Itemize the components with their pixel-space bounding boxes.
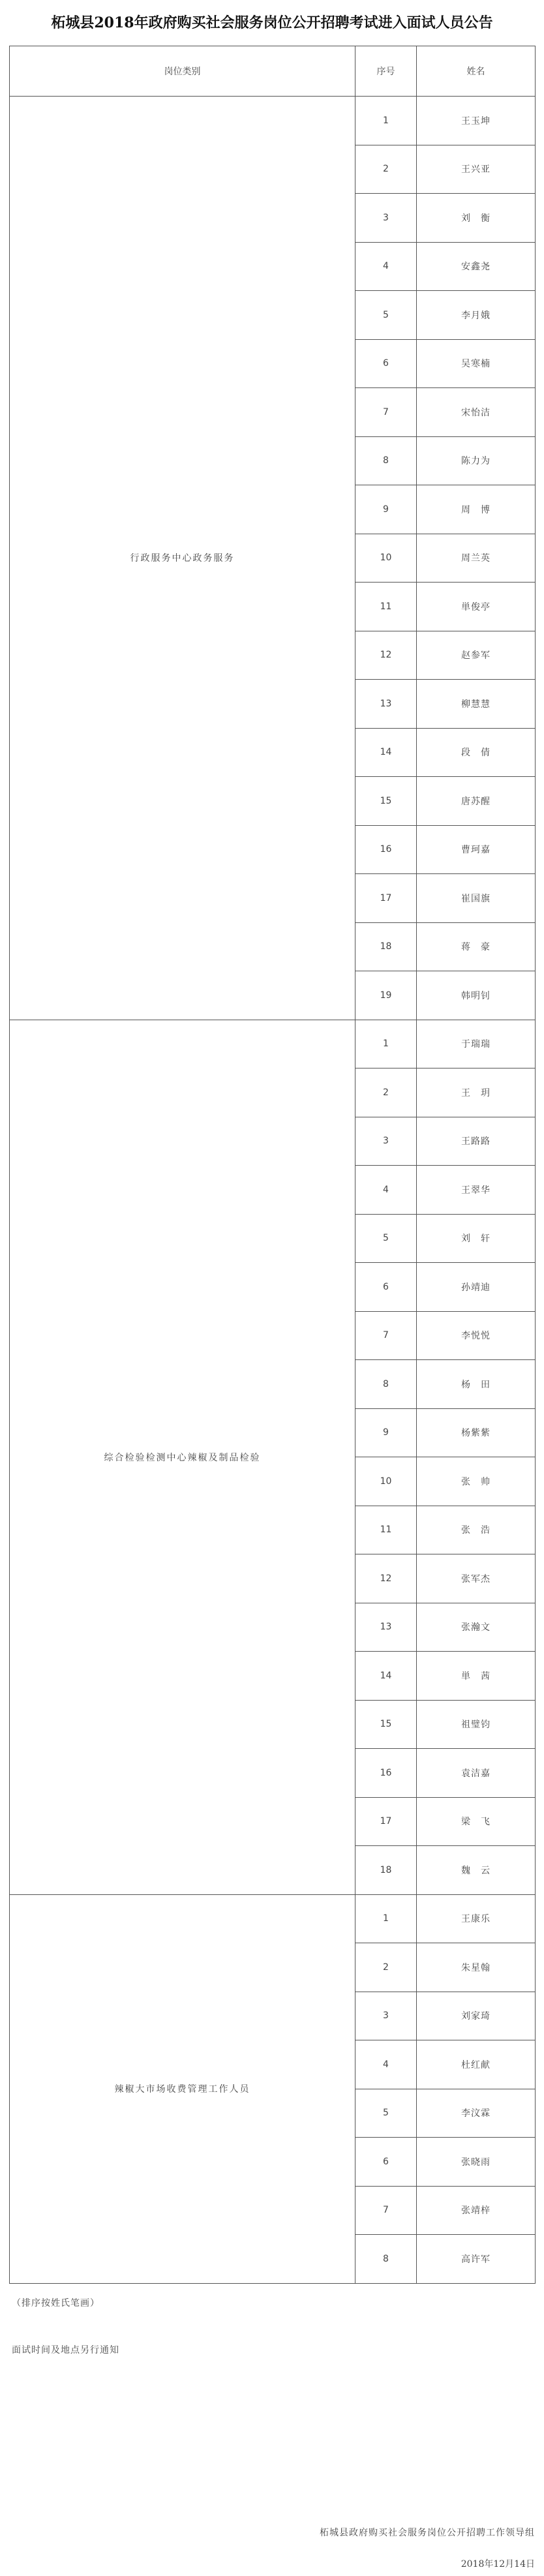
table-row (10, 1020, 536, 1068)
number-cell: 2 (355, 1943, 417, 1992)
number-cell: 15 (355, 1700, 417, 1749)
name-cell: 王路路 (417, 1117, 536, 1166)
number-cell: 18 (355, 1846, 417, 1895)
number-cell: 3 (355, 1992, 417, 2040)
name-cell: 吴寒楠 (417, 339, 536, 388)
name-cell: 赵参军 (417, 631, 536, 680)
issuing-organization: 柘城县政府购买社会服务岗位公开招聘工作领导组 (320, 2528, 535, 2538)
number-cell: 5 (355, 291, 417, 340)
number-cell: 9 (355, 485, 417, 534)
name-cell: 刘 轩 (417, 1214, 536, 1263)
number-cell: 2 (355, 1068, 417, 1117)
roster-body (10, 97, 536, 2284)
name-cell: 宋怡洁 (417, 388, 536, 437)
name-cell: 周 博 (417, 485, 536, 534)
name-cell: 杨紫紫 (417, 1408, 536, 1457)
number-cell: 10 (355, 534, 417, 583)
name-cell: 杨 田 (417, 1360, 536, 1409)
number-cell: 14 (355, 728, 417, 777)
page-title: 柘城县2018年政府购买社会服务岗位公开招聘考试进入面试人员公告 (51, 14, 493, 31)
name-cell: 杜红献 (417, 2040, 536, 2089)
number-cell: 3 (355, 194, 417, 243)
number-cell: 4 (355, 242, 417, 291)
number-cell: 12 (355, 1554, 417, 1603)
name-cell: 李汶霖 (417, 2089, 536, 2138)
name-cell: 张 帅 (417, 1457, 536, 1506)
name-cell: 崔国旗 (417, 874, 536, 923)
name-cell: 柳慧慧 (417, 680, 536, 729)
number-cell: 12 (355, 631, 417, 680)
number-cell: 5 (355, 1214, 417, 1263)
number-cell: 7 (355, 388, 417, 437)
number-cell: 13 (355, 680, 417, 729)
name-cell: 孙靖迪 (417, 1263, 536, 1312)
name-cell: 张军杰 (417, 1554, 536, 1603)
category-cell: 综合检验检测中心辣椒及制品检验 (10, 1020, 355, 1894)
name-cell: 王兴亚 (417, 145, 536, 194)
category-cell: 行政服务中心政务服务 (10, 97, 355, 1020)
name-cell: 张 浩 (417, 1506, 536, 1554)
number-cell: 5 (355, 2089, 417, 2138)
name-cell: 高许军 (417, 2235, 536, 2284)
number-cell: 6 (355, 2138, 417, 2187)
name-cell: 于瑞瑞 (417, 1020, 536, 1068)
name-cell: 祖璧钧 (417, 1700, 536, 1749)
number-cell: 10 (355, 1457, 417, 1506)
category-cell: 辣椒大市场收费管理工作人员 (10, 1894, 355, 2283)
number-cell: 17 (355, 874, 417, 923)
name-cell: 王康乐 (417, 1894, 536, 1943)
name-cell: 周兰英 (417, 534, 536, 583)
name-cell: 李月娥 (417, 291, 536, 340)
name-cell: 段 倩 (417, 728, 536, 777)
roster-table (9, 46, 536, 2284)
name-cell: 王玉坤 (417, 97, 536, 145)
name-cell: 刘 衡 (417, 194, 536, 243)
header-number: 序号 (355, 46, 417, 97)
number-cell: 8 (355, 2235, 417, 2284)
number-cell: 7 (355, 2186, 417, 2235)
number-cell: 16 (355, 825, 417, 874)
number-cell: 4 (355, 2040, 417, 2089)
name-cell: 単 茜 (417, 1652, 536, 1701)
number-cell: 11 (355, 583, 417, 631)
header-category: 岗位类别 (10, 46, 355, 97)
name-cell: 蒋 豪 (417, 922, 536, 971)
header-name: 姓名 (417, 46, 536, 97)
number-cell: 6 (355, 339, 417, 388)
header-row (10, 46, 536, 97)
name-cell: 魏 云 (417, 1846, 536, 1895)
number-cell: 18 (355, 922, 417, 971)
number-cell: 4 (355, 1166, 417, 1215)
order-note: （排序按姓氏笔画） (12, 2298, 100, 2309)
name-cell: 王 玥 (417, 1068, 536, 1117)
number-cell: 2 (355, 145, 417, 194)
number-cell: 14 (355, 1652, 417, 1701)
number-cell: 19 (355, 971, 417, 1020)
name-cell: 刘家琦 (417, 1992, 536, 2040)
name-cell: 曹珂嘉 (417, 825, 536, 874)
number-cell: 1 (355, 1894, 417, 1943)
number-cell: 1 (355, 1020, 417, 1068)
number-cell: 1 (355, 97, 417, 145)
number-cell: 9 (355, 1408, 417, 1457)
number-cell: 8 (355, 1360, 417, 1409)
number-cell: 7 (355, 1311, 417, 1360)
table-row (10, 97, 536, 145)
number-cell: 8 (355, 436, 417, 485)
name-cell: 李悦悦 (417, 1311, 536, 1360)
name-cell: 张晓雨 (417, 2138, 536, 2187)
number-cell: 3 (355, 1117, 417, 1166)
name-cell: 张瀚文 (417, 1603, 536, 1652)
issue-date: 2018年12月14日 (461, 2559, 535, 2569)
name-cell: 安鑫尧 (417, 242, 536, 291)
name-cell: 张靖梓 (417, 2186, 536, 2235)
name-cell: 袁洁嘉 (417, 1749, 536, 1798)
name-cell: 陈力为 (417, 436, 536, 485)
interview-note: 面试时间及地点另行通知 (12, 2345, 119, 2356)
number-cell: 13 (355, 1603, 417, 1652)
name-cell: 王翠华 (417, 1166, 536, 1215)
name-cell: 単俊亭 (417, 583, 536, 631)
number-cell: 15 (355, 777, 417, 826)
number-cell: 17 (355, 1797, 417, 1846)
number-cell: 16 (355, 1749, 417, 1798)
table-row (10, 1894, 536, 1943)
name-cell: 朱星翰 (417, 1943, 536, 1992)
name-cell: 唐苏醒 (417, 777, 536, 826)
name-cell: 韩明钊 (417, 971, 536, 1020)
number-cell: 6 (355, 1263, 417, 1312)
name-cell: 梁 飞 (417, 1797, 536, 1846)
number-cell: 11 (355, 1506, 417, 1554)
